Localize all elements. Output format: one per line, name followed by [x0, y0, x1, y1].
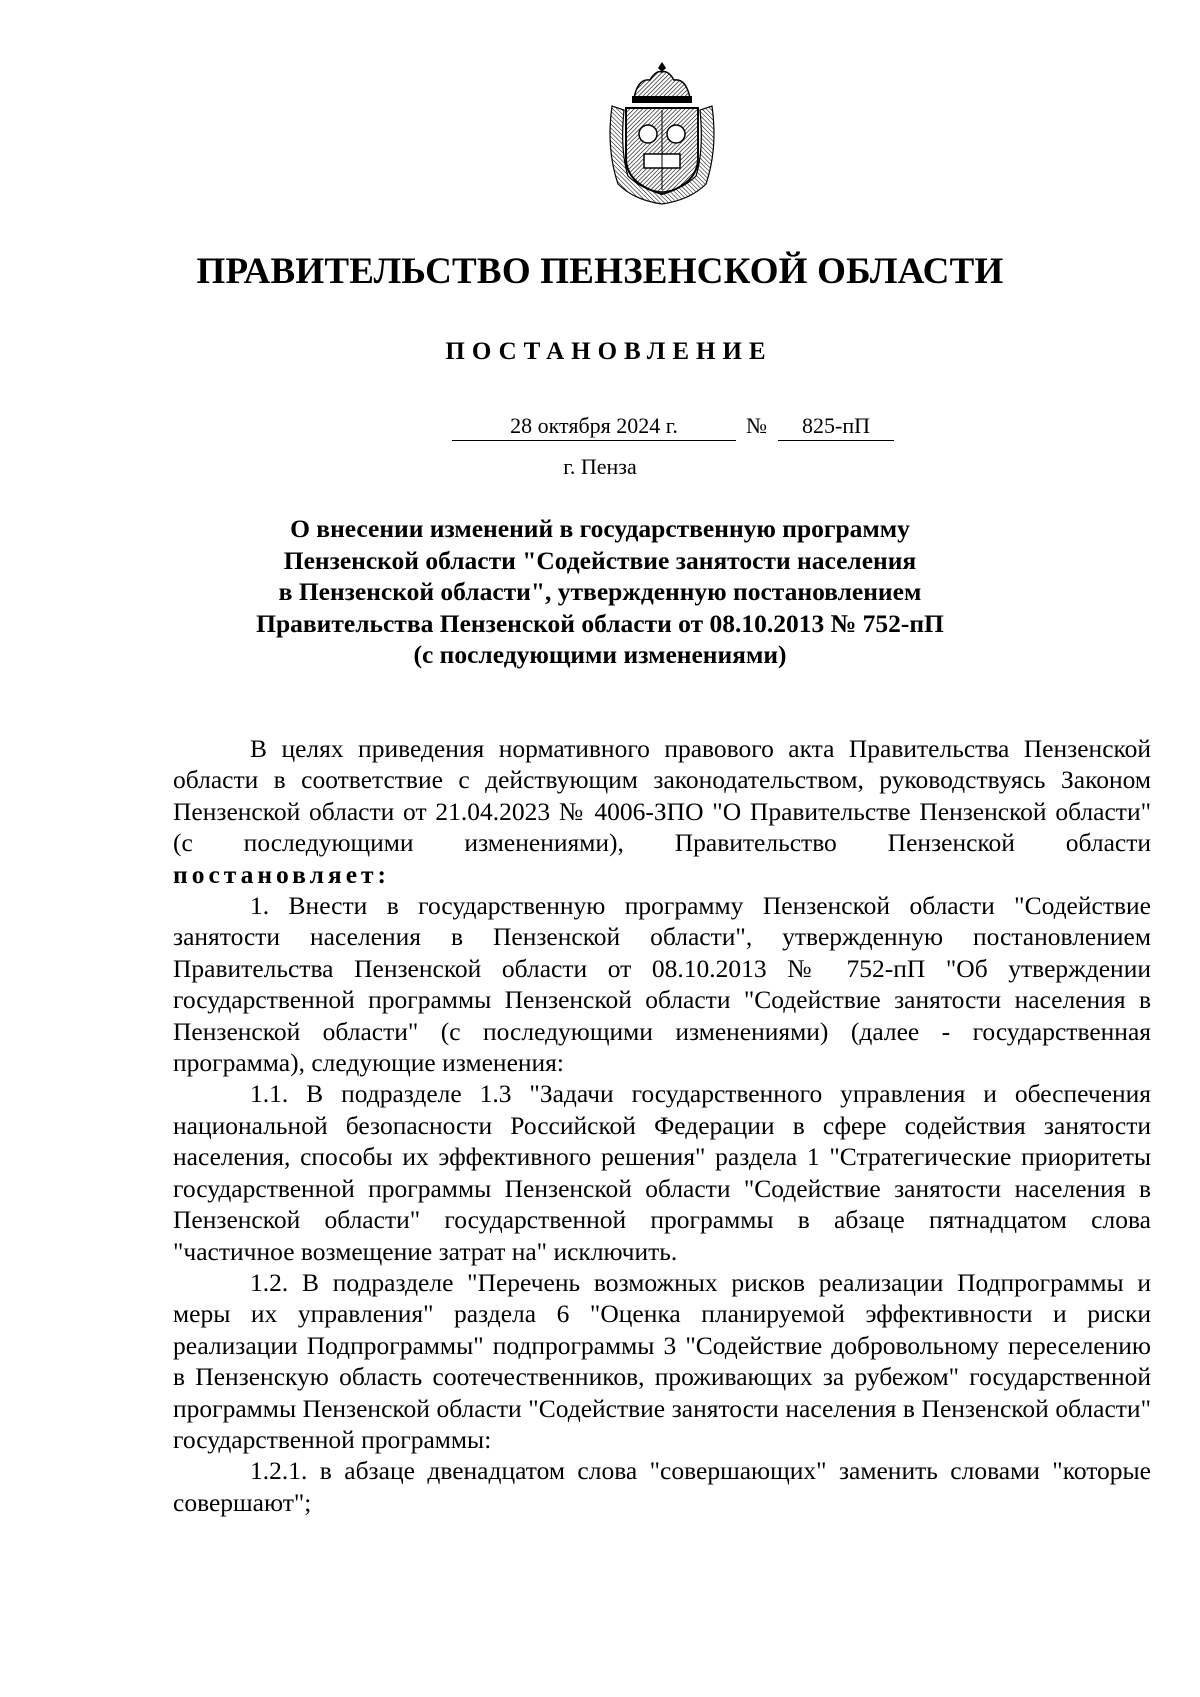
number-sign: № — [746, 413, 767, 438]
date-number-line — [0, 412, 1200, 446]
organization-title: ПРАВИТЕЛЬСТВО ПЕНЗЕНСКОЙ ОБЛАСТИ — [196, 251, 1004, 292]
paragraph-1: 1. Внести в государственную программу Пензенской области "Содействие занятости населения в Пензенской области", утвержденную постановлением Правительства Пензенской области от 08.10.2013 № 752-пП "Об утверждении государственной программы Пензенской области "Содействие занятости населения в Пензенской области" (с последующими изменениями) (далее - государственная программа), следующие изменения: — [173, 891, 1151, 1078]
preamble-paragraph — [173, 733, 1151, 890]
city-name: г. Пенза — [563, 454, 637, 479]
document-number: 825-пП — [778, 412, 894, 441]
decree-word: постановляет: — [173, 859, 391, 889]
subject-line: (с последующими изменениями) — [413, 640, 787, 669]
paragraph-1-2-1: 1.2.1. в абзаце двенадцатом слова "совершающих" заменить словами "которые совершают"; — [173, 1456, 1151, 1517]
subject-line: О внесении изменений в государственную программу — [290, 514, 910, 543]
preamble-text: В целях приведения нормативного правового акта Правительства Пензенской области в соответствие с действующим законодательством, руководствуясь Законом Пензенской области от 21.04.2023 № 4006-ЗПО "О Правительстве Пензенской области" (с последующими изменениями), Правительство Пензенской области — [173, 734, 1151, 858]
subject-line: Правительства Пензенской области от 08.10.2013 № 752-пП — [256, 608, 944, 638]
subject-line: в Пензенской области", утвержденную постановлением — [278, 577, 922, 606]
document-date: 28 октября 2024 г. — [452, 412, 736, 441]
paragraph-1-1: 1.1. В подразделе 1.3 "Задачи государственного управления и обеспечения национальной безопасности Российской Федерации в сфере содействия занятости населения, способы их эффективного решения" раздела 1 "Стратегические приоритеты государственной программы Пензенской области "Содействие занятости населения в Пензенской области" государственной программы в абзаце пятнадцатом слова "частичное возмещение затрат на" исключить. — [173, 1079, 1151, 1266]
document-subject — [200, 513, 1000, 671]
coat-of-arms-emblem — [604, 58, 720, 208]
paragraph-1-2: 1.2. В подразделе "Перечень возможных рисков реализации Подпрограммы и меры их управления" раздела 6 "Оценка планируемой эффективности и риски реализации Подпрограммы" подпрограммы 3 "Содействие добровольному переселению в Пензенскую область соотечественников, проживающих за рубежом" государственной программы Пензенской области "Содействие занятости населения в Пензенской области" государственной программы: — [173, 1267, 1151, 1454]
document-type-title: ПОСТАНОВЛЕНИЕ — [445, 338, 773, 365]
document-body — [173, 733, 1151, 1518]
subject-line: Пензенской области "Содействие занятости населения — [283, 545, 917, 575]
